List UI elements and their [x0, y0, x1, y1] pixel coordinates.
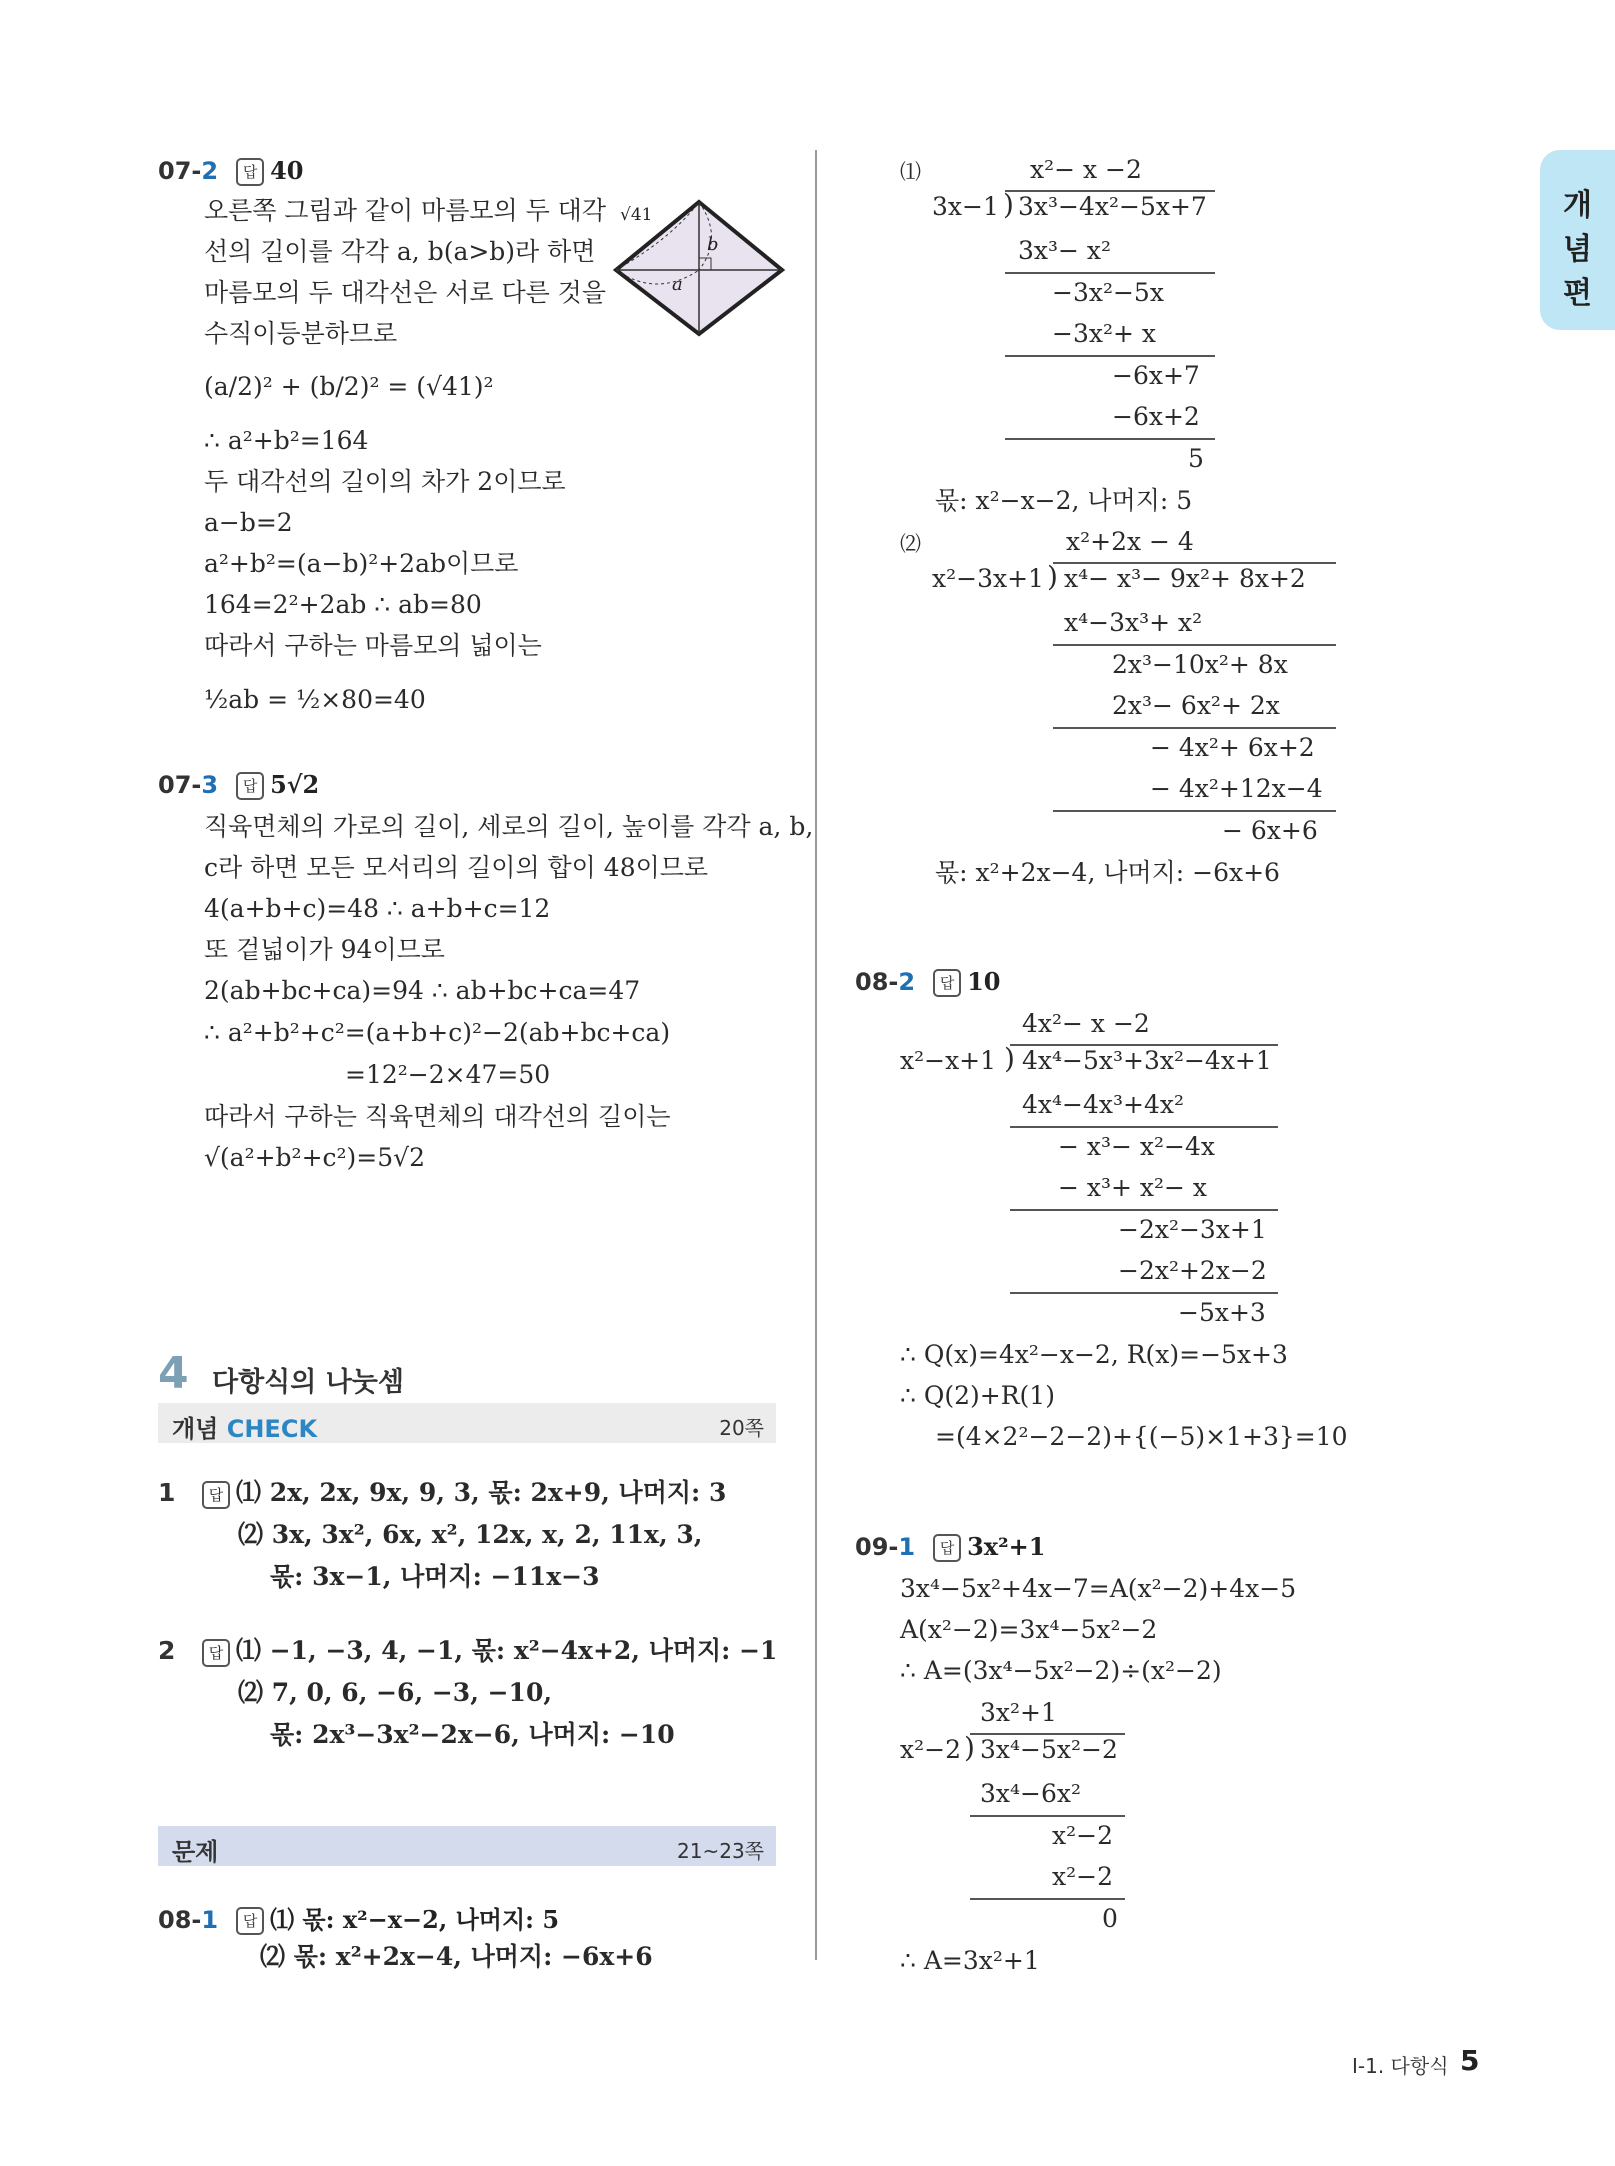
math-line: a²+b²=(a−b)²+2ab이므로 — [204, 549, 519, 578]
answer-value: 10 — [967, 967, 1001, 996]
text-line: 수직이등분하므로 — [204, 319, 398, 348]
text-line: 마름모의 두 대각선은 서로 다른 것을 — [204, 278, 606, 307]
division-line — [1010, 1209, 1278, 1211]
division-line — [1053, 727, 1336, 729]
quotient: 4x²− x −2 — [1022, 1009, 1150, 1038]
section-number-badge — [158, 1348, 200, 1399]
text-line: 오른쪽 그림과 같이 마름모의 두 대각 — [204, 196, 606, 225]
answer-line: 몫: 3x−1, 나머지: −11x−3 — [270, 1562, 600, 1591]
division-row: 4x⁴−4x³+4x² — [1022, 1090, 1184, 1119]
division-bracket: ) — [1047, 560, 1058, 593]
divisor: x²−2 — [900, 1735, 961, 1764]
text-line: c라 하면 모든 모서리의 길이의 합이 48이므로 — [204, 853, 709, 882]
division-row: 5 — [1188, 444, 1204, 473]
division-bracket: ) — [1004, 1042, 1015, 1075]
answer-line — [196, 1636, 777, 1667]
problem-07-2-heading — [158, 156, 303, 186]
division-row: 2x³−10x²+ 8x — [1112, 650, 1288, 679]
division-line — [970, 1815, 1125, 1817]
check-label: CHECK — [226, 1415, 318, 1443]
rhombus-figure — [612, 198, 787, 338]
division-row: 3x⁴−6x² — [980, 1779, 1082, 1808]
problem-bar-label: 문제 — [172, 1838, 219, 1866]
division-row: x⁴−3x³+ x² — [1064, 608, 1203, 637]
dividend: 4x⁴−5x³+3x²−4x+1 — [1022, 1046, 1272, 1075]
division-row: 2x³− 6x²+ 2x — [1112, 691, 1280, 720]
page-ref: 20쪽 — [719, 1416, 764, 1440]
math-line: a−b=2 — [204, 508, 293, 537]
division-row: − x³− x²−4x — [1058, 1132, 1215, 1161]
division-row: −2x²+2x−2 — [1118, 1256, 1267, 1285]
problem-08-1-heading — [158, 1900, 559, 1935]
division-row: 3x³− x² — [1018, 236, 1112, 265]
division-row: − 6x+6 — [1222, 816, 1318, 845]
answer-mark-icon: 답 — [236, 1907, 264, 1935]
answer-line: ⑵ 7, 0, 6, −6, −3, −10, — [238, 1678, 553, 1707]
page-number: 5 — [1460, 2044, 1480, 2077]
sub-label: ⑴ — [900, 160, 921, 184]
problem-id: 07- — [158, 157, 202, 185]
footer-chapter: Ⅰ-1. 다항식 — [1352, 2054, 1449, 2078]
division-bracket: ) — [1003, 188, 1014, 221]
problem-id: 09- — [855, 1533, 899, 1561]
side-tab-char: 념 — [1563, 232, 1592, 267]
answer-mark-icon: 답 — [933, 969, 961, 997]
answer-mark-icon: 답 — [202, 1639, 230, 1667]
item-number: 1 — [158, 1478, 176, 1507]
division-row: −6x+7 — [1112, 361, 1200, 390]
quotient: x²− x −2 — [1030, 155, 1142, 184]
math-line: ∴ Q(x)=4x²−x−2, R(x)=−5x+3 — [900, 1340, 1288, 1369]
answer-value: 40 — [270, 156, 304, 185]
math-line: ∴ A=3x²+1 — [900, 1946, 1040, 1975]
divisor: 3x−1 — [932, 192, 999, 221]
answer-line: 몫: 2x³−3x²−2x−6, 나머지: −10 — [270, 1720, 675, 1749]
division-row: x²−2 — [1052, 1862, 1113, 1891]
answer-line: ⑵ 몫: x²+2x−4, 나머지: −6x+6 — [260, 1942, 653, 1971]
answer-text: ⑴ −1, −3, 4, −1, 몫: x²−4x+2, 나머지: −1 — [236, 1636, 778, 1665]
math-line: =(4×2²−2−2)+{(−5)×1+3}=10 — [935, 1422, 1348, 1451]
side-tab-char: 편 — [1563, 276, 1592, 311]
concept-check-label — [172, 1409, 317, 1444]
answer-mark-icon: 답 — [933, 1534, 961, 1562]
answer-line: ⑵ 3x, 3x², 6x, x², 12x, x, 2, 11x, 3, — [238, 1520, 703, 1549]
text-line: 두 대각선의 길이의 차가 2이므로 — [204, 467, 566, 496]
problem-bar — [158, 1826, 776, 1866]
dividend: 3x³−4x²−5x+7 — [1018, 192, 1207, 221]
division-line — [1010, 1126, 1278, 1128]
division-row: − 4x²+12x−4 — [1150, 774, 1323, 803]
column-divider — [815, 150, 817, 1960]
division-row: −3x²+ x — [1052, 319, 1156, 348]
division-row: −2x²−3x+1 — [1118, 1215, 1267, 1244]
divisor: x²−x+1 — [900, 1046, 997, 1075]
text-line: 따라서 구하는 직육면체의 대각선의 길이는 — [204, 1102, 671, 1131]
problem-09-1-heading — [855, 1532, 1045, 1562]
divisor: x²−3x+1 — [932, 564, 1044, 593]
math-line: =12²−2×47=50 — [345, 1060, 551, 1089]
problem-id: 08- — [158, 1906, 202, 1934]
answer-value: 5√2 — [270, 770, 320, 799]
division-row: 0 — [1102, 1904, 1118, 1933]
division-row: − x³+ x²− x — [1058, 1173, 1208, 1202]
result-line: 몫: x²+2x−4, 나머지: −6x+6 — [935, 858, 1280, 887]
division-line — [1005, 355, 1215, 357]
division-line — [1010, 1292, 1278, 1294]
math-line: 3x⁴−5x²+4x−7=A(x²−2)+4x−5 — [900, 1574, 1297, 1603]
answer-mark-icon: 답 — [202, 1481, 230, 1509]
problem-id-sub: 3 — [201, 771, 219, 799]
problem-id-sub: 1 — [201, 1906, 219, 1934]
math-line: 4(a+b+c)=48 ∴ a+b+c=12 — [204, 894, 551, 923]
dividend: 3x⁴−5x²−2 — [980, 1735, 1118, 1764]
section-number: 4 — [158, 1348, 189, 1399]
figure-side-label: √41 — [620, 205, 653, 225]
quotient: x²+2x − 4 — [1066, 527, 1194, 556]
figure-b-label: b — [707, 234, 719, 255]
division-line — [1005, 438, 1215, 440]
division-row: − 4x²+ 6x+2 — [1150, 733, 1315, 762]
problem-07-3-heading — [158, 770, 319, 800]
text-line: 직육면체의 가로의 길이, 세로의 길이, 높이를 각각 a, b, — [204, 812, 814, 841]
answer-text: ⑴ 2x, 2x, 9x, 9, 3, 몫: 2x+9, 나머지: 3 — [236, 1478, 727, 1507]
answer-value: 3x²+1 — [967, 1532, 1046, 1561]
math-line: A(x²−2)=3x⁴−5x²−2 — [900, 1615, 1158, 1644]
quotient: 3x²+1 — [980, 1698, 1057, 1727]
text-line: 따라서 구하는 마름모의 넓이는 — [204, 631, 542, 660]
division-bracket: ) — [964, 1731, 975, 1764]
section-title: 다항식의 나눗셈 — [212, 1367, 404, 1398]
sub-label: ⑵ — [900, 532, 921, 556]
problem-id-sub: 1 — [898, 1533, 916, 1561]
item-number: 2 — [158, 1636, 176, 1665]
problem-id-sub: 2 — [898, 968, 916, 996]
division-line — [1005, 272, 1215, 274]
concept-check-bar — [158, 1403, 776, 1443]
division-line — [970, 1898, 1125, 1900]
math-line: ½ab = ½×80=40 — [204, 685, 426, 714]
problem-id-sub: 2 — [201, 157, 219, 185]
division-row: −5x+3 — [1178, 1298, 1266, 1327]
math-line: 2(ab+bc+ca)=94 ∴ ab+bc+ca=47 — [204, 976, 641, 1005]
division-row: −6x+2 — [1112, 402, 1200, 431]
math-line: ∴ a²+b²+c²=(a+b+c)²−2(ab+bc+ca) — [204, 1018, 671, 1047]
division-line — [1053, 644, 1336, 646]
answer-line — [196, 1478, 726, 1509]
side-tab-concept — [1540, 150, 1615, 330]
answer-mark-icon: 답 — [236, 772, 264, 800]
problem-id: 08- — [855, 968, 899, 996]
side-tab-char: 개 — [1563, 188, 1592, 223]
problem-id: 07- — [158, 771, 202, 799]
division-row: −3x²−5x — [1052, 278, 1164, 307]
result-line: 몫: x²−x−2, 나머지: 5 — [935, 486, 1193, 515]
dividend: x⁴− x³− 9x²+ 8x+2 — [1064, 564, 1306, 593]
math-line: ∴ Q(2)+R(1) — [900, 1381, 1055, 1410]
math-line: 164=2²+2ab ∴ ab=80 — [204, 590, 482, 619]
figure-a-label: a — [672, 274, 683, 295]
answer-mark-icon: 답 — [236, 158, 264, 186]
math-line: ∴ a²+b²=164 — [204, 426, 369, 455]
page-ref: 21~23쪽 — [677, 1839, 764, 1863]
math-line: (a/2)² + (b/2)² = (√41)² — [204, 372, 494, 401]
math-line: √(a²+b²+c²)=5√2 — [204, 1143, 425, 1172]
math-line: ∴ A=(3x⁴−5x²−2)÷(x²−2) — [900, 1656, 1222, 1685]
problem-08-2-heading — [855, 967, 1000, 997]
division-line — [1053, 810, 1336, 812]
text-line: 선의 길이를 각각 a, b(a>b)라 하면 — [204, 237, 596, 266]
concept-label: 개념 — [172, 1415, 227, 1443]
answer-value: ⑴ 몫: x²−x−2, 나머지: 5 — [270, 1905, 560, 1934]
division-row: x²−2 — [1052, 1821, 1113, 1850]
text-line: 또 겉넓이가 94이므로 — [204, 935, 445, 964]
